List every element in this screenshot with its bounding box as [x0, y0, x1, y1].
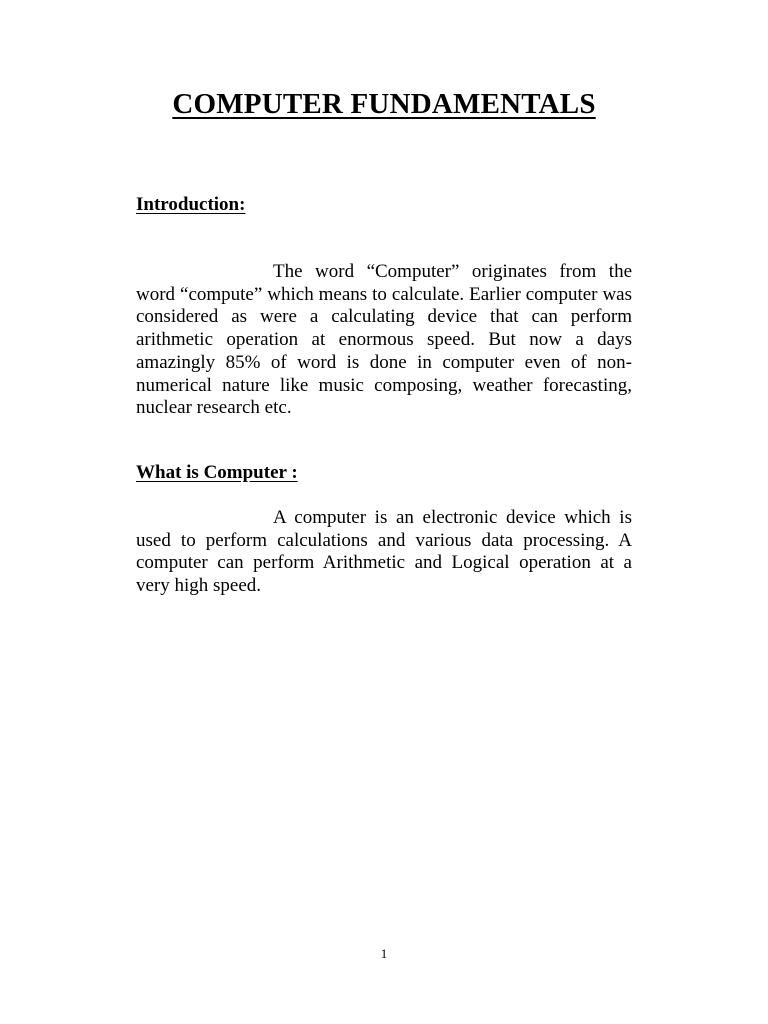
section-heading-what-is-computer: What is Computer :	[136, 462, 298, 483]
section-body-introduction: The word “Computer” originates from the word “compute” which means to calculate. Earlier computer was considered as were a calculating device that can perform arithmetic operation at enormous speed. But now a days amazingly 85% of word is done in computer even of non-numerical nature like music composing, weather forecasting, nuclear research etc.	[136, 261, 632, 419]
section-heading-introduction: Introduction:	[136, 194, 246, 215]
page-number: 1	[380, 946, 388, 961]
section-body-what-is-computer: A computer is an electronic device which is used to perform calculations and various data processing. A computer can perform Arithmetic and Logical operation at a very high speed.	[136, 507, 632, 597]
document-title: COMPUTER FUNDAMENTALS	[172, 88, 596, 120]
